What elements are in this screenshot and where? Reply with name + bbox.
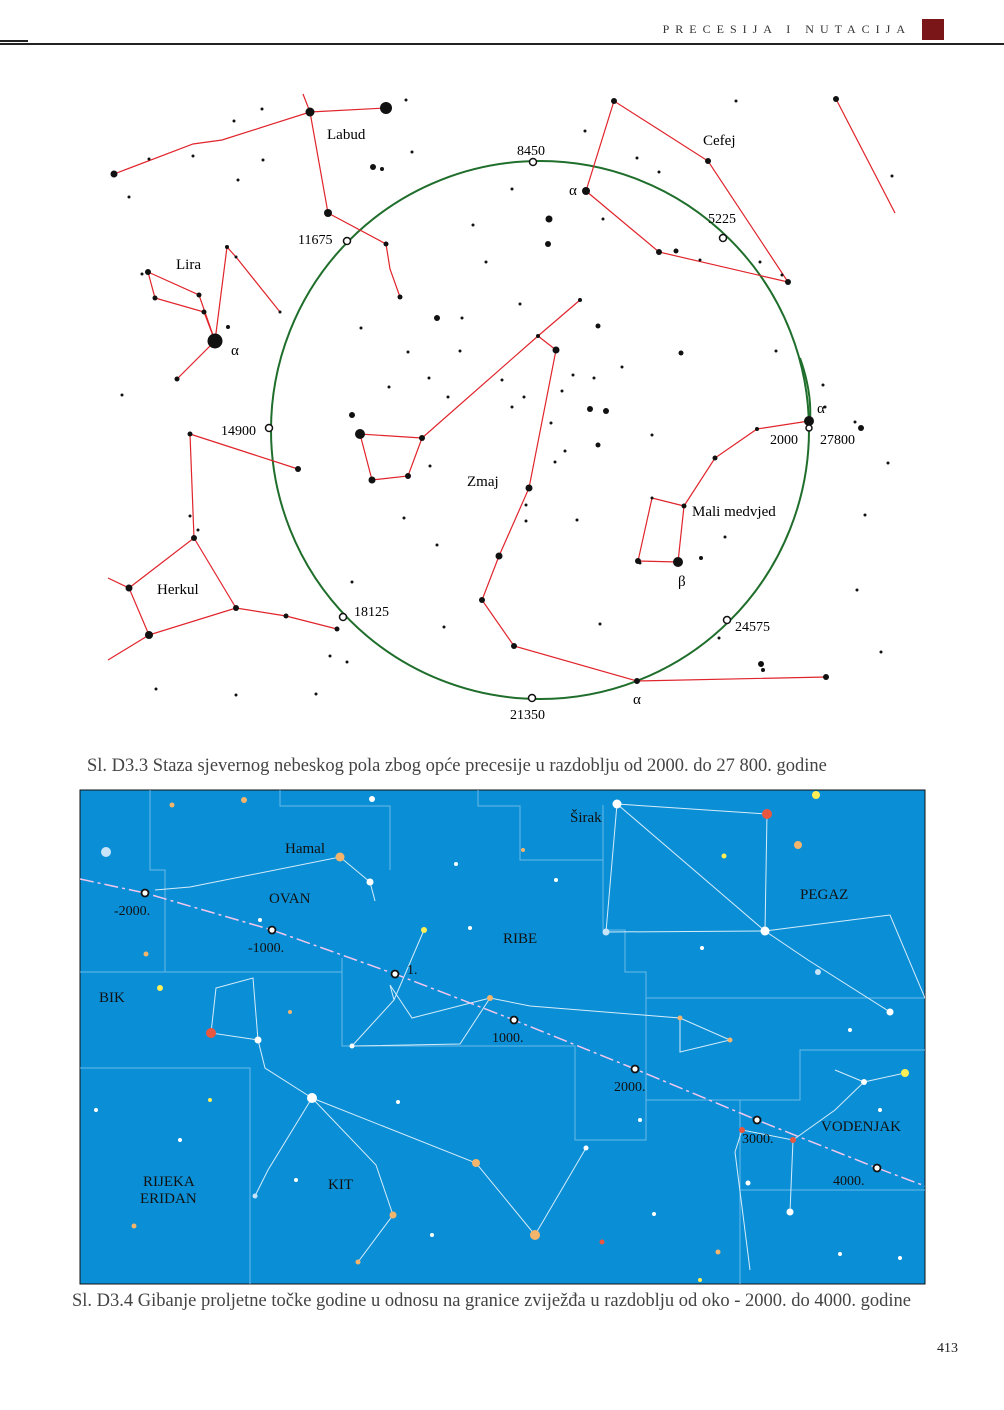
- label-mali-medvjed: Mali medvjed: [692, 504, 776, 520]
- year-2000: 2000: [770, 433, 798, 448]
- year-11675: 11675: [298, 233, 333, 248]
- label-bik: BIK: [99, 990, 125, 1006]
- alpha-zmaj: α: [633, 692, 641, 708]
- vernal-year-1000: 1000.: [492, 1031, 524, 1046]
- vernal-year-3000: 3000.: [742, 1132, 774, 1147]
- label-herkul: Herkul: [157, 582, 199, 598]
- year-18125: 18125: [354, 605, 389, 620]
- label-pegaz: PEGAZ: [800, 887, 849, 903]
- label-rijeka: RIJEKA: [143, 1174, 195, 1190]
- year-24575: 24575: [735, 620, 770, 635]
- label-ribe: RIBE: [503, 931, 538, 947]
- year-14900: 14900: [221, 424, 256, 439]
- vernal-year-1: 1.: [407, 963, 418, 978]
- label-zmaj: Zmaj: [467, 474, 499, 490]
- alpha-polaris: α: [817, 401, 825, 417]
- year-8450: 8450: [517, 144, 545, 159]
- year-21350: 21350: [510, 708, 545, 723]
- beta-mali-medvjed: β: [678, 574, 686, 590]
- label-eridan: ERIDAN: [140, 1191, 197, 1207]
- vernal-year-m2000: -2000.: [114, 904, 151, 919]
- figure2-caption: Sl. D3.4 Gibanje proljetne točke godine u odnosu na granice zviježđa u razdoblju od oko - 2000. do 4000. godine: [72, 1291, 911, 1311]
- label-hamal: Hamal: [285, 841, 325, 857]
- vernal-year-4000: 4000.: [833, 1174, 865, 1189]
- figure1-caption: Sl. D3.3 Staza sjevernog nebeskog pola zbog opće precesije u razdoblju od 2000. do 27 800. godine: [87, 756, 827, 776]
- label-kit: KIT: [328, 1177, 353, 1193]
- label-sirak: Širak: [570, 810, 602, 826]
- alpha-cefej: α: [569, 183, 577, 199]
- vernal-year-2000: 2000.: [614, 1080, 646, 1095]
- label-labud: Labud: [327, 127, 366, 143]
- year-27800: 27800: [820, 433, 855, 448]
- running-head: PRECESIJA I NUTACIJA: [662, 22, 911, 36]
- page-number: 413: [937, 1341, 958, 1356]
- alpha-lira: α: [231, 343, 239, 359]
- year-5225: 5225: [708, 212, 736, 227]
- label-cefej: Cefej: [703, 133, 736, 149]
- label-ovan: OVAN: [269, 891, 311, 907]
- vernal-year-m1000: -1000.: [248, 941, 285, 956]
- label-vodenjak: VODENJAK: [821, 1119, 901, 1135]
- label-lira: Lira: [176, 257, 201, 273]
